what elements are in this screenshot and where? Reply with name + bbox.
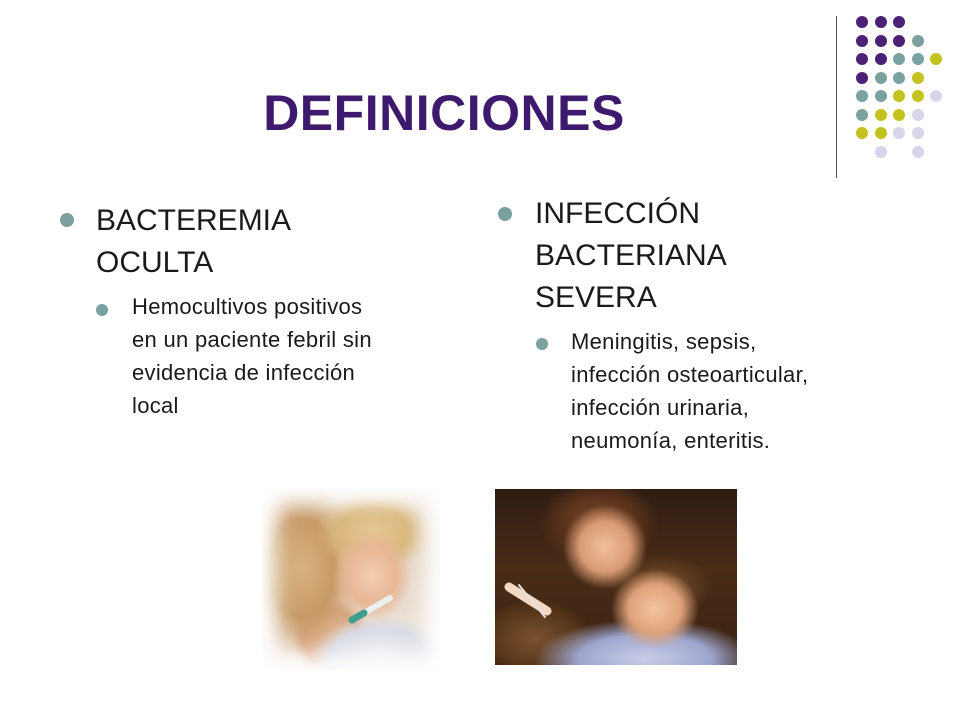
bullet-icon bbox=[498, 207, 512, 221]
decorative-dot bbox=[893, 16, 905, 28]
decorative-dot bbox=[856, 35, 868, 47]
decorative-dot bbox=[856, 16, 868, 28]
sub-bullet-icon bbox=[536, 338, 548, 350]
photo-mother-child-thermometer bbox=[262, 488, 440, 670]
decorative-dot bbox=[912, 53, 924, 65]
decorative-dot bbox=[912, 127, 924, 139]
decorative-dot bbox=[912, 90, 924, 102]
right-heading bbox=[535, 193, 727, 319]
decorative-dot bbox=[875, 16, 887, 28]
right-detail-line: Meningitis, sepsis, bbox=[571, 329, 757, 354]
left-detail-line: local bbox=[132, 393, 179, 418]
decorative-dot bbox=[875, 109, 887, 121]
right-heading-line: SEVERA bbox=[535, 281, 657, 314]
right-detail-line: neumonía, enteritis. bbox=[571, 428, 771, 453]
decorative-dot bbox=[856, 127, 868, 139]
decorative-dot bbox=[875, 127, 887, 139]
decorative-dot bbox=[893, 53, 905, 65]
decorative-dot bbox=[875, 72, 887, 84]
decorative-dot bbox=[893, 35, 905, 47]
sub-bullet-icon bbox=[96, 304, 108, 316]
decorative-dot bbox=[856, 90, 868, 102]
decorative-dot bbox=[856, 109, 868, 121]
decorative-dot bbox=[875, 53, 887, 65]
decorative-dot bbox=[912, 35, 924, 47]
decorative-dot bbox=[856, 72, 868, 84]
right-heading-line: INFECCIÓN bbox=[535, 197, 700, 230]
right-detail-line: infección osteoarticular, bbox=[571, 362, 809, 387]
left-detail bbox=[132, 290, 372, 422]
slide-title: DEFINICIONES bbox=[263, 85, 625, 141]
decorative-dot bbox=[930, 53, 942, 65]
decorative-dot bbox=[875, 90, 887, 102]
right-heading-line: BACTERIANA bbox=[535, 239, 727, 272]
left-heading-line: OCULTA bbox=[96, 246, 214, 279]
decorative-divider bbox=[836, 16, 837, 178]
decorative-dot bbox=[912, 72, 924, 84]
thermometer-icon bbox=[495, 489, 737, 665]
decorative-dot bbox=[875, 146, 887, 158]
decorative-dot bbox=[875, 35, 887, 47]
decorative-dot bbox=[893, 72, 905, 84]
decorative-dot bbox=[912, 146, 924, 158]
right-detail bbox=[571, 325, 808, 457]
decorative-dot bbox=[893, 109, 905, 121]
left-detail-line: evidencia de infección bbox=[132, 360, 356, 385]
photo-mother-sick-boy bbox=[495, 489, 737, 665]
left-detail-line: en un paciente febril sin bbox=[132, 327, 372, 352]
left-heading-line: BACTEREMIA bbox=[96, 204, 292, 237]
decorative-dot bbox=[856, 53, 868, 65]
left-heading bbox=[96, 200, 291, 284]
left-detail-line: Hemocultivos positivos bbox=[132, 294, 363, 319]
decorative-dot bbox=[893, 90, 905, 102]
decorative-dot bbox=[893, 127, 905, 139]
bullet-icon bbox=[60, 213, 74, 227]
decorative-dot bbox=[930, 90, 942, 102]
thermometer-icon bbox=[262, 488, 440, 670]
decorative-dot bbox=[912, 109, 924, 121]
right-detail-line: infección urinaria, bbox=[571, 395, 750, 420]
